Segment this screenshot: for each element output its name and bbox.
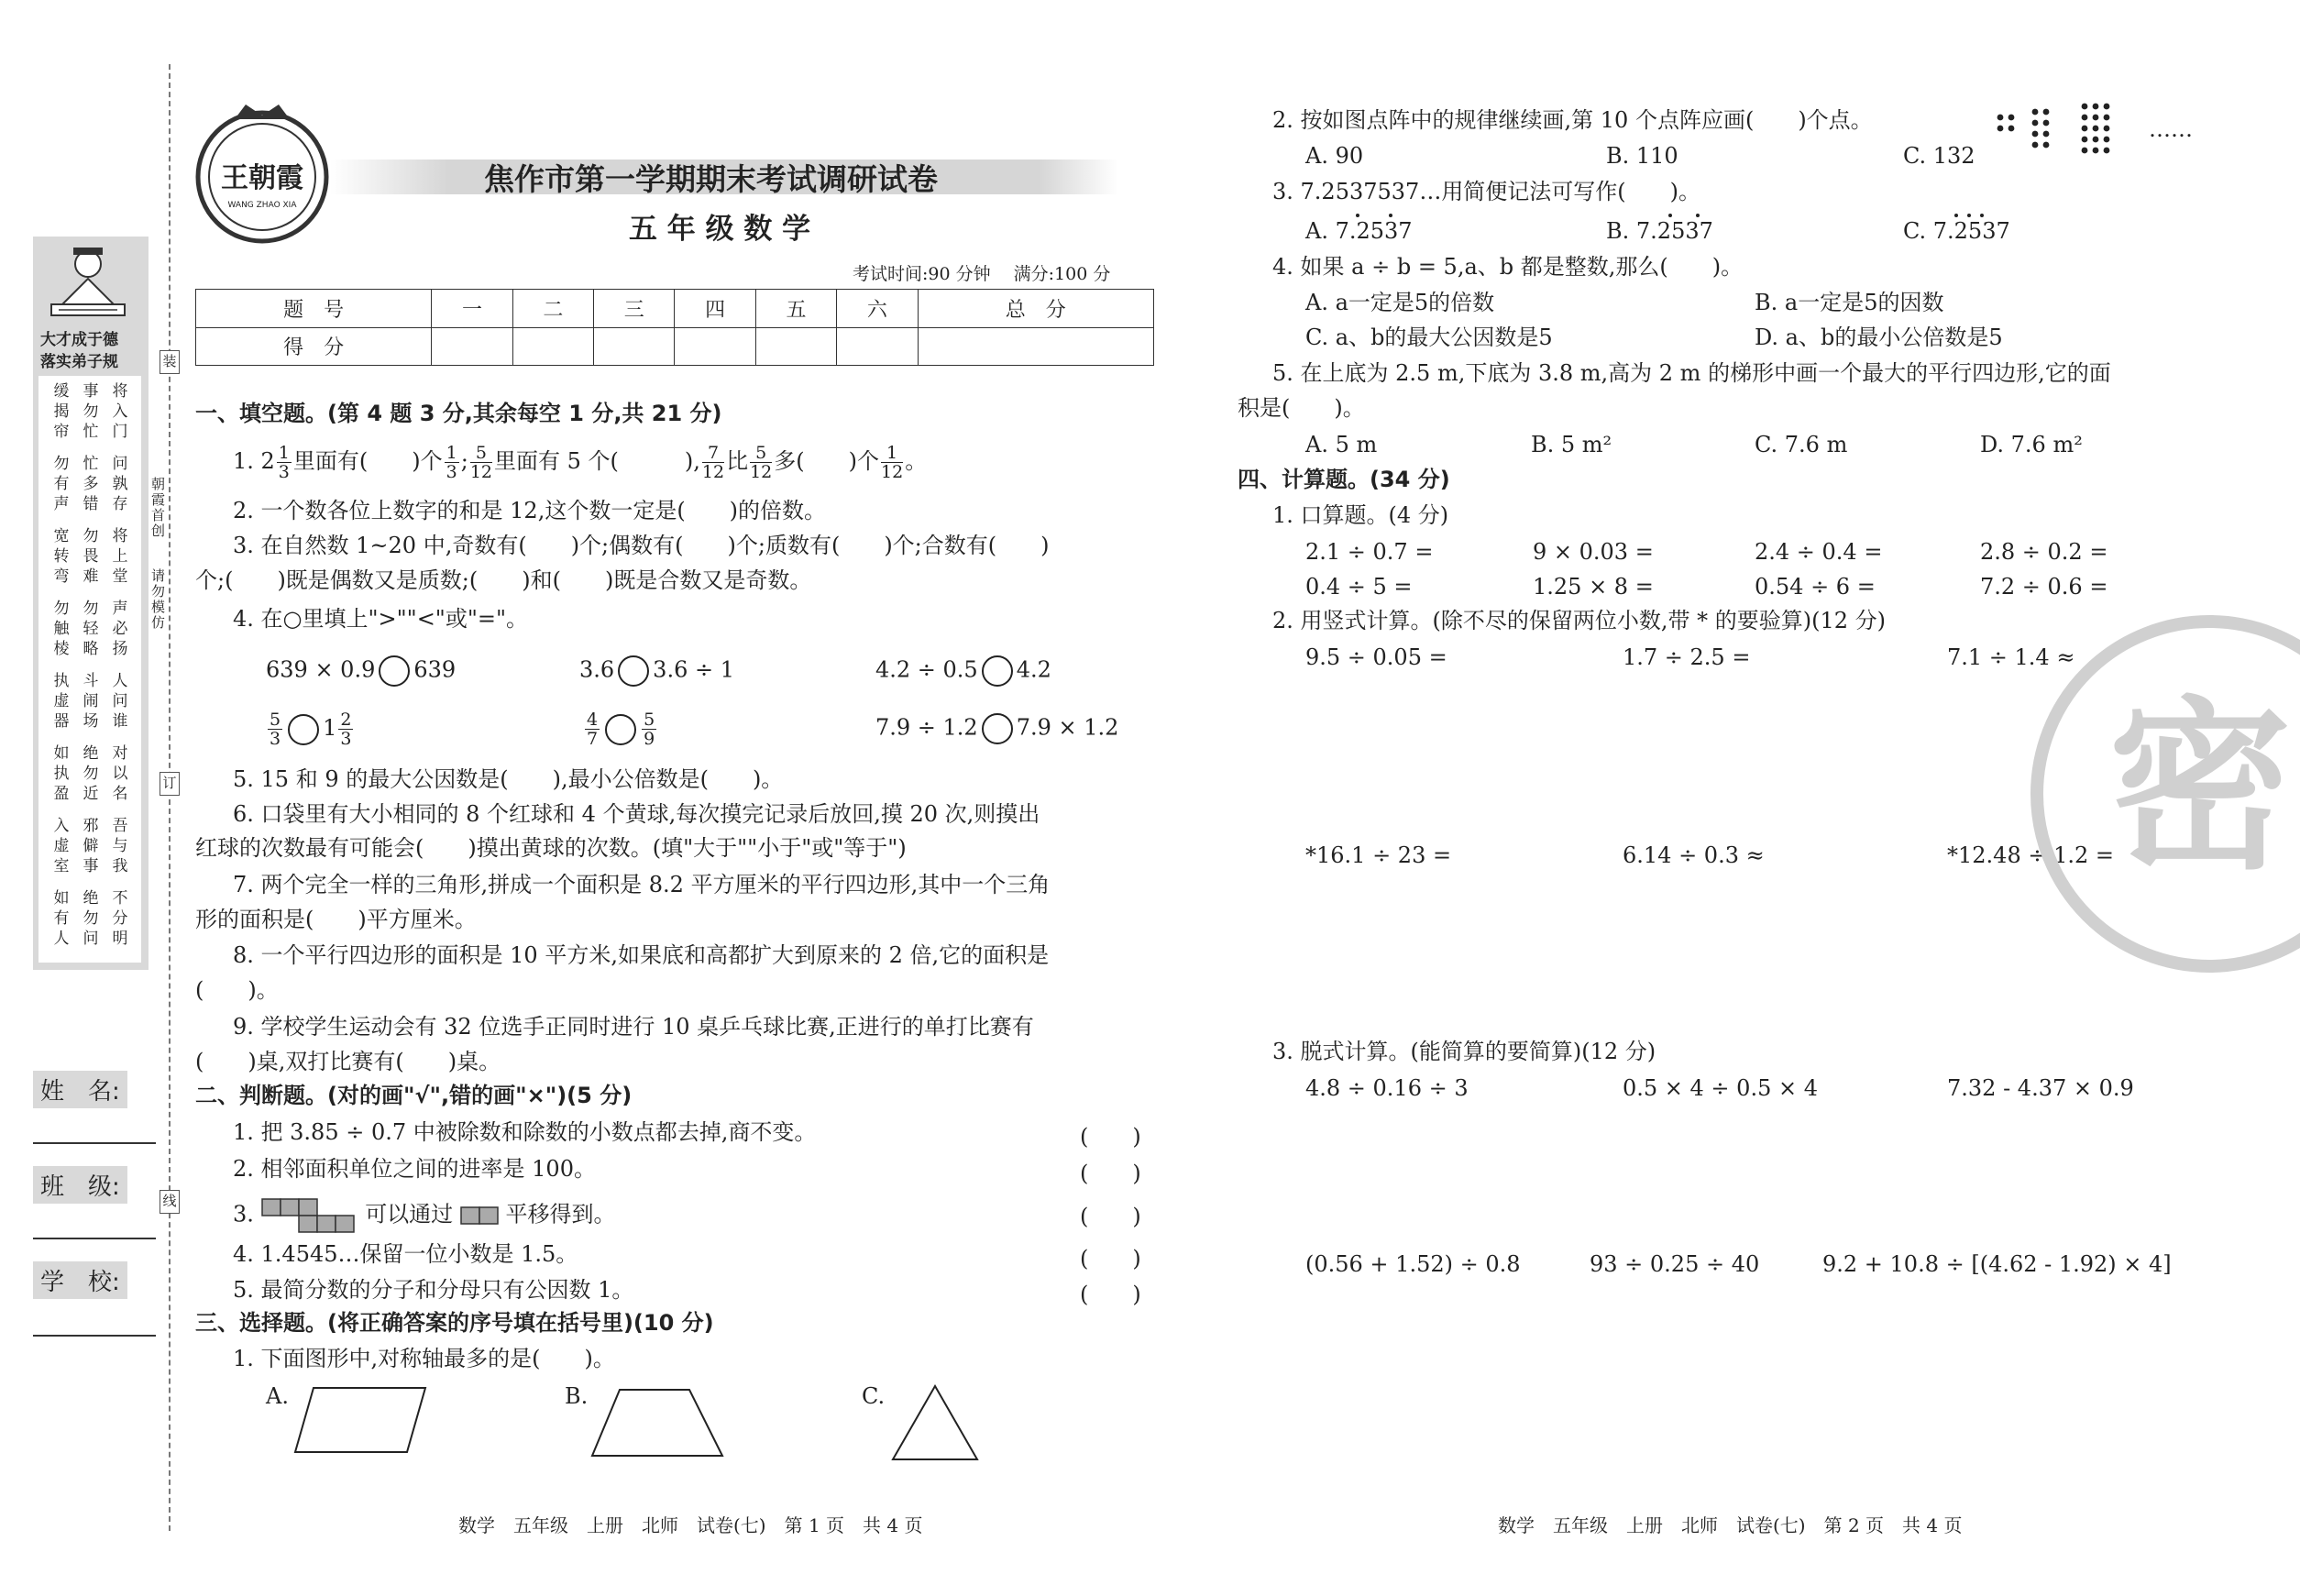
trapezoid-shape — [589, 1386, 726, 1461]
svg-text:WANG ZHAO XIA: WANG ZHAO XIA — [227, 201, 297, 210]
class-label: 班 级: — [33, 1166, 127, 1204]
score-cell: 三 — [594, 290, 675, 328]
confidential-watermark — [2026, 611, 2300, 977]
q4-option-a[interactable]: A. a一定是5的倍数 — [1305, 290, 1495, 315]
exam-info: 考试时间:90 分钟 满分:100 分 — [853, 264, 1111, 284]
part1-q4: 4. 在○里填上">""<"或"="。 — [233, 606, 529, 632]
part3-q4: 4. 如果 a ÷ b = 5,a、b 都是整数,那么( )。 — [1272, 254, 1744, 280]
slogan-column: 绝勿问 — [83, 889, 99, 948]
slogan-column: 宽转弯 — [53, 527, 70, 586]
compare-circle[interactable] — [605, 714, 636, 745]
stepwise-calc: 4.8 ÷ 0.16 ÷ 3 — [1305, 1075, 1469, 1101]
part3-q2: 2. 按如图点阵中的规律继续画,第 10 个点阵应画( )个点。 — [1272, 107, 1873, 133]
q5-option-c[interactable]: C. 7.6 m — [1755, 432, 1848, 457]
stepwise-calc: (0.56 + 1.52) ÷ 0.8 — [1305, 1251, 1521, 1277]
q5-option-a[interactable]: A. 5 m — [1305, 432, 1378, 457]
compare-circle[interactable] — [982, 655, 1013, 687]
score-cell: 一 — [432, 290, 512, 328]
fraction: $\frac{5}{12}$ — [750, 443, 773, 482]
compare-6: 7.9 ÷ 1.2 7.9 × 1.2 — [875, 713, 1118, 744]
part2-q4: 4. 1.4545…保留一位小数是 1.5。 — [233, 1241, 578, 1267]
judge-answer-1[interactable]: ( ) — [1080, 1124, 1141, 1150]
grid-shape-2 — [460, 1205, 499, 1226]
q4-option-d[interactable]: D. a、b的最小公倍数是5 — [1755, 325, 2003, 350]
binding-mark-1: 装 — [160, 350, 180, 374]
slogan-column: 绝勿近 — [83, 744, 99, 803]
slogan-column: 忙多错 — [83, 455, 99, 513]
part3-q5-line1: 5. 在上底为 2.5 m,下底为 3.8 m,高为 2 m 的梯形中画一个最大的平行四边形,它的面 — [1272, 360, 2111, 386]
score-table-score-row — [196, 327, 1154, 366]
slogan-column: 对以名 — [112, 744, 128, 803]
parallelogram-shape — [293, 1384, 431, 1458]
class-line — [33, 1238, 156, 1239]
slogan-column: 勿有声 — [53, 455, 70, 513]
score-cell: 二 — [512, 290, 593, 328]
score-input-cell[interactable] — [675, 327, 755, 366]
part1-q3-line1: 3. 在自然数 1~20 中,奇数有( )个;偶数有( )个;质数有( )个;合数有( ) — [233, 533, 1050, 558]
fraction: $\frac{1}{12}$ — [881, 443, 904, 482]
part1-q7-line1: 7. 两个完全一样的三角形,拼成一个面积是 8.2 平方厘米的平行四边形,其中一个三角 — [233, 872, 1051, 897]
part1-heading: 一、填空题。(第 4 题 3 分,其余每空 1 分,共 21 分) — [195, 401, 722, 426]
footer-page-1: 数学 五年级 上册 北师 试卷(七) 第 1 页 共 4 页 — [458, 1514, 923, 1536]
vertical-calc: 6.14 ÷ 0.3 ≈ — [1623, 842, 1765, 868]
part3-q5-line2: 积是( )。 — [1238, 395, 1365, 421]
slogan-column: 勿触棱 — [53, 600, 70, 658]
part3-q1: 1. 下面图形中,对称轴最多的是( )。 — [233, 1346, 615, 1371]
vertical-calc: 9.5 ÷ 0.05 = — [1305, 644, 1447, 670]
oral-calc: 0.54 ÷ 6 = — [1755, 574, 1876, 600]
binding-mark-2: 订 — [160, 772, 180, 796]
score-label-cell: 得 分 — [196, 327, 432, 366]
name-label: 姓 名: — [33, 1071, 127, 1108]
score-input-cell[interactable] — [594, 327, 675, 366]
part1-q9-line2: ( )桌,双打比赛有( )桌。 — [195, 1049, 501, 1074]
oral-calc: 7.2 ÷ 0.6 = — [1980, 574, 2108, 600]
part2-q1: 1. 把 3.85 ÷ 0.7 中被除数和除数的小数点都去掉,商不变。 — [233, 1119, 817, 1145]
slogan-column: 缓揭帘 — [53, 382, 70, 441]
dot-figure-2 — [2032, 109, 2050, 149]
score-table — [195, 289, 1154, 366]
part1-q6-line2: 红球的次数最有可能会( )摸出黄球的次数。(填"大于""小于"或"等于") — [195, 835, 907, 861]
part3-heading: 三、选择题。(将正确答案的序号填在括号里)(10 分) — [195, 1310, 714, 1336]
dot-figure-1 — [1997, 115, 2015, 132]
vertical-calc: 1.7 ÷ 2.5 = — [1623, 644, 1751, 670]
slogan-2: 落实弟子规 — [40, 353, 118, 371]
part1-q3-line2: 个;( )既是偶数又是质数;( )和( )既是合数又是奇数。 — [195, 567, 812, 593]
q5-option-b[interactable]: B. 5 m² — [1531, 432, 1612, 457]
school-line — [33, 1335, 156, 1337]
part4-heading: 四、计算题。(34 分) — [1238, 467, 1450, 492]
slogan-column: 不分明 — [112, 889, 128, 948]
judge-answer-5[interactable]: ( ) — [1080, 1282, 1141, 1307]
stepwise-calc: 7.32 - 4.37 × 0.9 — [1947, 1075, 2134, 1101]
part2-heading: 二、判断题。(对的画"√",错的画"×")(5 分) — [195, 1083, 633, 1108]
compare-circle[interactable] — [379, 655, 410, 687]
grid-shape-1 — [261, 1198, 358, 1233]
compare-circle[interactable] — [288, 714, 319, 745]
q3-option-b[interactable]: B. 7.2537 — [1606, 218, 1713, 244]
part4-s2: 2. 用竖式计算。(除不尽的保留两位小数,带 * 的要验算)(12 分) — [1272, 608, 1887, 633]
q5-option-d[interactable]: D. 7.6 m² — [1980, 432, 2083, 457]
slogan-column: 事勿忙 — [83, 382, 99, 441]
slogan-column: 问孰存 — [112, 455, 128, 513]
fraction: $\frac{4}{7}$ — [587, 710, 599, 749]
compare-5 — [583, 706, 658, 750]
slogan-column: 邪僻事 — [83, 817, 99, 875]
stepwise-calc: 93 ÷ 0.25 ÷ 40 — [1590, 1251, 1760, 1277]
part1-q9-line1: 9. 学校学生运动会有 32 位选手正同时进行 10 桌乒乓球比赛,正进行的单打比赛有 — [233, 1014, 1034, 1040]
q3-option-c[interactable]: C. 7.2537 — [1903, 218, 2010, 244]
compare-2: 3.6 3.6 ÷ 1 — [579, 655, 734, 687]
slogan-column: 勿畏难 — [83, 527, 99, 586]
part1-q8-line2: ( )。 — [195, 977, 279, 1003]
judge-answer-2[interactable]: ( ) — [1080, 1161, 1141, 1186]
compare-circle[interactable] — [982, 713, 1013, 744]
q4-option-c[interactable]: C. a、b的最大公因数是5 — [1305, 325, 1553, 350]
repeat-dots — [1305, 211, 2204, 220]
vertical-calc: *16.1 ÷ 23 = — [1305, 842, 1452, 868]
q1-option-b[interactable]: B. — [565, 1383, 589, 1409]
score-cell: 四 — [675, 290, 755, 328]
oral-calc: 0.4 ÷ 5 = — [1305, 574, 1413, 600]
fraction: $\frac{2}{3}$ — [340, 710, 352, 749]
score-cell: 六 — [837, 290, 918, 328]
score-input-cell[interactable] — [512, 327, 593, 366]
score-cell: 五 — [755, 290, 836, 328]
dot-pattern — [1995, 103, 2151, 161]
slogan-column: 将入门 — [112, 382, 128, 441]
score-input-cell[interactable] — [432, 327, 512, 366]
binding-mark-3: 线 — [160, 1190, 180, 1214]
part2-q5: 5. 最简分数的分子和分母只有公因数 1。 — [233, 1277, 634, 1303]
slogan-column: 吾与我 — [112, 817, 128, 875]
vertical-calc: 7.1 ÷ 1.4 ≈ — [1947, 644, 2075, 670]
dot-ellipsis: …… — [2149, 116, 2193, 142]
stepwise-calc: 9.2 + 10.8 ÷ [(4.62 - 1.92) × 4] — [1822, 1251, 2172, 1277]
part4-s3: 3. 脱式计算。(能简算的要简算)(12 分) — [1272, 1039, 1656, 1064]
wangzhaoxia-logo — [180, 99, 345, 255]
score-input-cell[interactable] — [755, 327, 836, 366]
slogan-grid — [39, 376, 141, 963]
school-label: 学 校: — [33, 1261, 127, 1299]
oral-calc: 2.8 ÷ 0.2 = — [1980, 539, 2108, 565]
q4-option-b[interactable]: B. a一定是5的因数 — [1755, 290, 1944, 315]
q3-option-a[interactable]: A. 7.2537 — [1305, 218, 1413, 244]
q2-option-a[interactable]: A. 90 — [1305, 143, 1364, 169]
judge-answer-3[interactable]: ( ) — [1080, 1204, 1141, 1229]
q2-option-b[interactable]: B. 110 — [1606, 143, 1678, 169]
score-input-cell[interactable] — [837, 327, 918, 366]
svg-text:王朝霞: 王朝霞 — [221, 162, 303, 194]
part1-q5: 5. 15 和 9 的最大公因数是( ),最小公倍数是( )。 — [233, 766, 784, 792]
q1-option-a[interactable]: A. — [266, 1383, 289, 1409]
footer-page-2: 数学 五年级 上册 北师 试卷(七) 第 2 页 共 4 页 — [1498, 1514, 1963, 1536]
vertical-calc: *12.48 ÷ 1.2 = — [1947, 842, 2114, 868]
slogan-column: 人问谁 — [112, 672, 128, 731]
slogan-column: 执虚器 — [53, 672, 70, 731]
fraction: $\frac{5}{3}$ — [270, 710, 281, 749]
dot-figure-3 — [2082, 104, 2110, 154]
part2-q2: 2. 相邻面积单位之间的进率是 100。 — [233, 1156, 596, 1182]
exam-title: 焦作市第一学期期末考试调研试卷 — [484, 161, 938, 197]
slogan-column: 入虚室 — [53, 817, 70, 875]
part1-q2: 2. 一个数各位上数字的和是 12,这个数一定是( )的倍数。 — [233, 498, 827, 523]
fraction: $\frac{5}{9}$ — [644, 710, 655, 749]
binding-note-1: 朝霞首创 — [151, 476, 166, 539]
part4-s1: 1. 口算题。(4 分) — [1272, 502, 1449, 528]
slogan-column: 将上堂 — [112, 527, 128, 586]
fraction: $\frac{1}{3}$ — [446, 443, 457, 482]
part1-q6-line1: 6. 口袋里有大小相同的 8 个红球和 4 个黄球,每次摸完记录后放回,摸 20 次,则摸出 — [233, 801, 1040, 827]
oral-calc: 2.1 ÷ 0.7 = — [1305, 539, 1434, 565]
binding-line — [169, 64, 171, 1531]
judge-answer-4[interactable]: ( ) — [1080, 1246, 1141, 1271]
oral-calc: 1.25 × 8 = — [1533, 574, 1654, 600]
compare-4: $\frac{5}{3}$ 1 $\frac{2}{3}$ — [270, 710, 352, 749]
compare-3: 4.2 ÷ 0.5 4.2 — [875, 655, 1051, 687]
stepwise-calc: 0.5 × 4 ÷ 0.5 × 4 — [1623, 1075, 1818, 1101]
q2-option-c[interactable]: C. 132 — [1903, 143, 1975, 169]
compare-1: 639 × 0.9 639 — [266, 655, 456, 687]
part2-q3: 3. 可以通过 平移得到。 — [233, 1198, 615, 1233]
fraction: $\frac{5}{12}$ — [469, 443, 492, 482]
oral-calc: 9 × 0.03 = — [1533, 539, 1654, 565]
name-line — [33, 1142, 156, 1144]
score-input-cell[interactable] — [918, 327, 1153, 366]
scholar-illustration — [33, 242, 149, 325]
part3-q3: 3. 7.2537537…用简便记法可写作( )。 — [1272, 179, 1701, 204]
part1-q1: 1. 2 $\frac{1}{3}$ 里面有( )个 $\frac{1}{3}$ ; $\frac{5}{12}$ 里面有 5 个( ), $\frac{7}{12}$ 比 $\frac{5}{12}$ 多( )个 $\frac{1}{12}$ 。 — [233, 443, 928, 482]
oral-calc: 2.4 ÷ 0.4 = — [1755, 539, 1883, 565]
score-cell: 总 分 — [918, 290, 1153, 328]
part1-q8-line1: 8. 一个平行四边形的面积是 10 平方米,如果底和高都扩大到原来的 2 倍,它的面积是 — [233, 942, 1050, 968]
svg-text:密: 密 — [2107, 681, 2293, 895]
slogan-1: 大才成于德 — [40, 331, 118, 349]
slogan-column: 如执盈 — [53, 744, 70, 803]
triangle-shape — [889, 1382, 981, 1465]
slogan-column: 声必扬 — [112, 600, 128, 658]
fraction: $\frac{1}{3}$ — [278, 443, 290, 482]
compare-circle[interactable] — [618, 655, 649, 687]
score-table-header-row — [196, 290, 1154, 328]
left-slogan-strip — [33, 237, 149, 970]
q1-option-c[interactable]: C. — [862, 1383, 886, 1409]
fraction: $\frac{7}{12}$ — [701, 443, 725, 482]
score-cell: 题 号 — [196, 290, 432, 328]
binding-note-2: 请勿模仿 — [151, 567, 166, 631]
slogan-column: 勿轻略 — [83, 600, 99, 658]
part1-q7-line2: 形的面积是( )平方厘米。 — [195, 907, 477, 932]
exam-subject: 五 年 级 数 学 — [629, 213, 811, 246]
slogan-column: 斗闹场 — [83, 672, 99, 731]
slogan-column: 如有人 — [53, 889, 70, 948]
